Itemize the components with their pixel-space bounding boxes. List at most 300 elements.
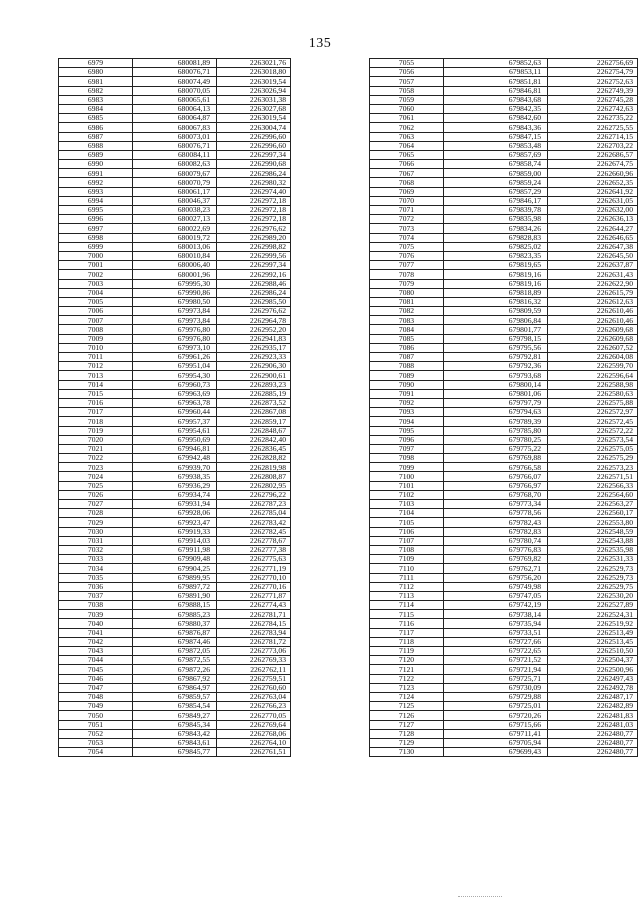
y-coordinate-cell: 2262660,96 [548,169,638,178]
x-coordinate-cell: 679911,98 [133,545,217,554]
point-number-cell: 7078 [370,270,444,279]
x-coordinate-cell: 679762,71 [444,564,548,573]
point-number-cell: 7024 [59,472,133,481]
table-row [370,215,638,224]
y-coordinate-cell: 2262571,51 [548,472,638,481]
y-coordinate-cell: 2262766,23 [217,702,291,711]
table-row [370,270,638,279]
table-row [59,279,291,288]
table-row [370,353,638,362]
table-row [370,77,638,86]
table-row [370,196,638,205]
y-coordinate-cell: 2262560,17 [548,509,638,518]
point-number-cell: 7096 [370,435,444,444]
x-coordinate-cell: 679854,54 [133,702,217,711]
y-coordinate-cell: 2262573,23 [548,463,638,472]
table-row [59,601,291,610]
x-coordinate-cell: 679834,26 [444,224,548,233]
x-coordinate-cell: 679914,03 [133,536,217,545]
table-row [370,738,638,747]
point-number-cell: 7071 [370,206,444,215]
x-coordinate-cell: 679794,63 [444,408,548,417]
table-row [59,628,291,637]
x-coordinate-cell: 680082,63 [133,160,217,169]
table-row [370,389,638,398]
point-number-cell: 7041 [59,628,133,637]
y-coordinate-cell: 2262610,46 [548,316,638,325]
point-number-cell: 7002 [59,270,133,279]
table-row [59,417,291,426]
y-coordinate-cell: 2262996,60 [217,132,291,141]
x-coordinate-cell: 680065,61 [133,95,217,104]
y-coordinate-cell: 2262763,04 [217,692,291,701]
point-number-cell: 6994 [59,196,133,205]
point-number-cell: 7106 [370,527,444,536]
table-row [370,564,638,573]
x-coordinate-cell: 679730,09 [444,683,548,692]
y-coordinate-cell: 2262529,73 [548,573,638,582]
x-coordinate-cell: 679801,77 [444,325,548,334]
y-coordinate-cell: 2262976,62 [217,307,291,316]
point-number-cell: 7013 [59,371,133,380]
y-coordinate-cell: 2262784,15 [217,619,291,628]
point-number-cell: 7081 [370,297,444,306]
point-number-cell: 7092 [370,398,444,407]
table-row [59,261,291,270]
table-row [59,362,291,371]
y-coordinate-cell: 2262599,70 [548,362,638,371]
point-number-cell: 7006 [59,307,133,316]
table-row [59,95,291,104]
x-coordinate-cell: 679888,15 [133,601,217,610]
y-coordinate-cell: 2262481,83 [548,711,638,720]
y-coordinate-cell: 2262572,22 [548,426,638,435]
table-row [370,371,638,380]
table-row [370,398,638,407]
point-number-cell: 7070 [370,196,444,205]
x-coordinate-cell: 680061,17 [133,187,217,196]
table-row [59,132,291,141]
x-coordinate-cell: 679851,81 [444,77,548,86]
y-coordinate-cell: 2263019,54 [217,77,291,86]
x-coordinate-cell: 679793,68 [444,371,548,380]
table-row [370,297,638,306]
x-coordinate-cell: 679891,90 [133,591,217,600]
y-coordinate-cell: 2262759,51 [217,674,291,683]
y-coordinate-cell: 2262553,80 [548,518,638,527]
point-number-cell: 6999 [59,242,133,251]
point-number-cell: 7085 [370,334,444,343]
y-coordinate-cell: 2262535,98 [548,545,638,554]
point-number-cell: 7112 [370,582,444,591]
x-coordinate-cell: 679936,29 [133,481,217,490]
y-coordinate-cell: 2262976,62 [217,224,291,233]
point-number-cell: 7046 [59,674,133,683]
y-coordinate-cell: 2262923,33 [217,353,291,362]
y-coordinate-cell: 2262796,22 [217,490,291,499]
point-number-cell: 6991 [59,169,133,178]
y-coordinate-cell: 2263004,74 [217,123,291,132]
table-row [59,500,291,509]
point-number-cell: 7087 [370,353,444,362]
x-coordinate-cell: 679859,57 [133,692,217,701]
y-coordinate-cell: 2263027,68 [217,104,291,113]
point-number-cell: 7021 [59,444,133,453]
point-number-cell: 7107 [370,536,444,545]
x-coordinate-cell: 679846,81 [444,86,548,95]
table-row [59,555,291,564]
point-number-cell: 7032 [59,545,133,554]
table-row [370,104,638,113]
y-coordinate-cell: 2262998,82 [217,242,291,251]
point-number-cell: 7121 [370,665,444,674]
y-coordinate-cell: 2262935,17 [217,343,291,352]
point-number-cell: 7099 [370,463,444,472]
y-coordinate-cell: 2262686,57 [548,150,638,159]
point-number-cell: 7022 [59,454,133,463]
y-coordinate-cell: 2262548,59 [548,527,638,536]
point-number-cell: 7086 [370,343,444,352]
table-row [59,297,291,306]
y-coordinate-cell: 2262735,22 [548,114,638,123]
y-coordinate-cell: 2262529,73 [548,564,638,573]
x-coordinate-cell: 679809,59 [444,307,548,316]
x-coordinate-cell: 679778,56 [444,509,548,518]
y-coordinate-cell: 2262769,33 [217,656,291,665]
point-number-cell: 7000 [59,251,133,260]
table-row [59,564,291,573]
point-number-cell: 7068 [370,178,444,187]
point-number-cell: 7050 [59,711,133,720]
table-row [59,150,291,159]
table-row [370,86,638,95]
point-number-cell: 6985 [59,114,133,123]
point-number-cell: 7108 [370,545,444,554]
point-number-cell: 7113 [370,591,444,600]
x-coordinate-cell: 680022,69 [133,224,217,233]
table-row [59,711,291,720]
table-row [59,619,291,628]
table-row [370,490,638,499]
y-coordinate-cell: 2262764,10 [217,738,291,747]
point-number-cell: 6986 [59,123,133,132]
y-coordinate-cell: 2262645,50 [548,251,638,260]
y-coordinate-cell: 2262867,08 [217,408,291,417]
x-coordinate-cell: 679806,84 [444,316,548,325]
x-coordinate-cell: 679715,66 [444,720,548,729]
y-coordinate-cell: 2262986,24 [217,169,291,178]
point-number-cell: 7065 [370,150,444,159]
y-coordinate-cell: 2262631,05 [548,196,638,205]
x-coordinate-cell: 679919,33 [133,527,217,536]
table-row [59,637,291,646]
point-number-cell: 7011 [59,353,133,362]
point-number-cell: 7130 [370,748,444,757]
point-number-cell: 7056 [370,68,444,77]
table-row [59,141,291,150]
x-coordinate-cell: 679846,17 [444,196,548,205]
x-coordinate-cell: 679928,06 [133,509,217,518]
y-coordinate-cell: 2262480,77 [548,738,638,747]
x-coordinate-cell: 679880,37 [133,619,217,628]
table-row [59,325,291,334]
table-row [59,435,291,444]
table-row [59,68,291,77]
point-number-cell: 7051 [59,720,133,729]
point-number-cell: 7039 [59,610,133,619]
x-coordinate-cell: 680067,83 [133,123,217,132]
y-coordinate-cell: 2262769,64 [217,720,291,729]
x-coordinate-cell: 679727,66 [444,637,548,646]
table-row [59,77,291,86]
table-row [59,683,291,692]
point-number-cell: 7058 [370,86,444,95]
point-number-cell: 6993 [59,187,133,196]
y-coordinate-cell: 2262768,06 [217,729,291,738]
y-coordinate-cell: 2262770,05 [217,711,291,720]
table-row [59,169,291,178]
table-row [370,95,638,104]
x-coordinate-cell: 679957,37 [133,417,217,426]
y-coordinate-cell: 2262531,33 [548,555,638,564]
x-coordinate-cell: 680010,84 [133,251,217,260]
point-number-cell: 6998 [59,233,133,242]
point-number-cell: 7007 [59,316,133,325]
point-number-cell: 7047 [59,683,133,692]
point-number-cell: 7103 [370,500,444,509]
y-coordinate-cell: 2262632,00 [548,206,638,215]
y-coordinate-cell: 2262783,94 [217,628,291,637]
y-coordinate-cell: 2262749,39 [548,86,638,95]
x-coordinate-cell: 679785,80 [444,426,548,435]
y-coordinate-cell: 2263018,80 [217,68,291,77]
x-coordinate-cell: 680076,71 [133,141,217,150]
x-coordinate-cell: 679792,36 [444,362,548,371]
x-coordinate-cell: 679756,20 [444,573,548,582]
point-number-cell: 7104 [370,509,444,518]
table-row [370,408,638,417]
table-row [370,132,638,141]
y-coordinate-cell: 2262674,75 [548,160,638,169]
y-coordinate-cell: 2262906,30 [217,362,291,371]
table-row [59,334,291,343]
y-coordinate-cell: 2262972,18 [217,196,291,205]
table-row [370,325,638,334]
x-coordinate-cell: 679954,30 [133,371,217,380]
x-coordinate-cell: 679699,43 [444,748,548,757]
point-number-cell: 7094 [370,417,444,426]
table-row [59,104,291,113]
point-number-cell: 7063 [370,132,444,141]
point-number-cell: 7090 [370,380,444,389]
y-coordinate-cell: 2262641,92 [548,187,638,196]
x-coordinate-cell: 679843,42 [133,729,217,738]
table-row [370,206,638,215]
x-coordinate-cell: 679961,26 [133,353,217,362]
point-number-cell: 6979 [59,59,133,68]
y-coordinate-cell: 2262513,45 [548,637,638,646]
table-row [59,242,291,251]
x-coordinate-cell: 679776,83 [444,545,548,554]
table-row [370,573,638,582]
point-number-cell: 7129 [370,738,444,747]
table-row [59,729,291,738]
table-row [370,114,638,123]
x-coordinate-cell: 679976,80 [133,334,217,343]
x-coordinate-cell: 680076,71 [133,68,217,77]
table-row [59,206,291,215]
point-number-cell: 7109 [370,555,444,564]
x-coordinate-cell: 680046,37 [133,196,217,205]
x-coordinate-cell: 679798,15 [444,334,548,343]
x-coordinate-cell: 679766,97 [444,481,548,490]
table-row [370,307,638,316]
y-coordinate-cell: 2262575,29 [548,454,638,463]
table-row [59,178,291,187]
point-number-cell: 7064 [370,141,444,150]
table-row [59,454,291,463]
point-number-cell: 7001 [59,261,133,270]
point-number-cell: 7031 [59,536,133,545]
point-number-cell: 7023 [59,463,133,472]
y-coordinate-cell: 2262988,46 [217,279,291,288]
x-coordinate-cell: 679819,16 [444,279,548,288]
y-coordinate-cell: 2262773,06 [217,647,291,656]
y-coordinate-cell: 2262580,63 [548,389,638,398]
point-number-cell: 7066 [370,160,444,169]
y-coordinate-cell: 2262714,15 [548,132,638,141]
y-coordinate-cell: 2262481,03 [548,720,638,729]
point-number-cell: 7035 [59,573,133,582]
y-coordinate-cell: 2262647,38 [548,242,638,251]
table-row [59,215,291,224]
x-coordinate-cell: 679960,73 [133,380,217,389]
point-number-cell: 7027 [59,500,133,509]
y-coordinate-cell: 2262615,79 [548,288,638,297]
y-coordinate-cell: 2262529,75 [548,582,638,591]
x-coordinate-cell: 679782,43 [444,518,548,527]
table-row [370,444,638,453]
coordinates-table-left [58,58,291,757]
y-coordinate-cell: 2262819,98 [217,463,291,472]
table-row [59,270,291,279]
x-coordinate-cell: 679725,01 [444,702,548,711]
table-row [59,123,291,132]
x-coordinate-cell: 679946,81 [133,444,217,453]
y-coordinate-cell: 2262596,64 [548,371,638,380]
x-coordinate-cell: 679819,16 [444,270,548,279]
x-coordinate-cell: 679973,84 [133,316,217,325]
y-coordinate-cell: 2262497,43 [548,674,638,683]
table-row [370,435,638,444]
x-coordinate-cell: 679725,71 [444,674,548,683]
table-row [59,610,291,619]
x-coordinate-cell: 680038,23 [133,206,217,215]
x-coordinate-cell: 679960,44 [133,408,217,417]
table-row [59,674,291,683]
x-coordinate-cell: 679853,48 [444,141,548,150]
y-coordinate-cell: 2263026,94 [217,86,291,95]
y-coordinate-cell: 2262610,46 [548,307,638,316]
table-row [59,748,291,757]
y-coordinate-cell: 2262609,68 [548,325,638,334]
x-coordinate-cell: 680084,11 [133,150,217,159]
y-coordinate-cell: 2262575,05 [548,444,638,453]
x-coordinate-cell: 680006,40 [133,261,217,270]
table-row [370,555,638,564]
table-row [370,224,638,233]
y-coordinate-cell: 2262782,45 [217,527,291,536]
point-number-cell: 7062 [370,123,444,132]
point-number-cell: 7084 [370,325,444,334]
x-coordinate-cell: 679711,41 [444,729,548,738]
table-row [59,196,291,205]
table-row [370,242,638,251]
table-row [370,288,638,297]
y-coordinate-cell: 2262777,38 [217,545,291,554]
x-coordinate-cell: 679801,06 [444,389,548,398]
table-row [370,59,638,68]
point-number-cell: 6987 [59,132,133,141]
table-row [370,380,638,389]
x-coordinate-cell: 679782,83 [444,527,548,536]
y-coordinate-cell: 2262787,23 [217,500,291,509]
y-coordinate-cell: 2262859,17 [217,417,291,426]
y-coordinate-cell: 2262774,43 [217,601,291,610]
x-coordinate-cell: 679769,82 [444,555,548,564]
table-row [370,463,638,472]
y-coordinate-cell: 2262492,78 [548,683,638,692]
point-number-cell: 7076 [370,251,444,260]
point-number-cell: 7055 [370,59,444,68]
y-coordinate-cell: 2262725,55 [548,123,638,132]
y-coordinate-cell: 2263021,76 [217,59,291,68]
point-number-cell: 6980 [59,68,133,77]
point-number-cell: 7088 [370,362,444,371]
x-coordinate-cell: 679853,11 [444,68,548,77]
point-number-cell: 6989 [59,150,133,159]
x-coordinate-cell: 679872,05 [133,647,217,656]
y-coordinate-cell: 2262952,20 [217,325,291,334]
table-row [59,224,291,233]
x-coordinate-cell: 679872,55 [133,656,217,665]
y-coordinate-cell: 2262997,34 [217,150,291,159]
y-coordinate-cell: 2262770,10 [217,573,291,582]
point-number-cell: 7116 [370,619,444,628]
y-coordinate-cell: 2262964,78 [217,316,291,325]
point-number-cell: 7052 [59,729,133,738]
table-row [59,59,291,68]
y-coordinate-cell: 2262990,68 [217,160,291,169]
table-row [59,343,291,352]
x-coordinate-cell: 679857,69 [444,150,548,159]
table-row [59,472,291,481]
point-number-cell: 7126 [370,711,444,720]
table-row [59,371,291,380]
y-coordinate-cell: 2262828,82 [217,454,291,463]
table-row [370,656,638,665]
table-row [370,683,638,692]
table-row [370,160,638,169]
x-coordinate-cell: 680019,72 [133,233,217,242]
x-coordinate-cell: 679721,94 [444,665,548,674]
y-coordinate-cell: 2262802,95 [217,481,291,490]
y-coordinate-cell: 2262612,63 [548,297,638,306]
y-coordinate-cell: 2262785,04 [217,509,291,518]
point-number-cell: 7045 [59,665,133,674]
x-coordinate-cell: 679722,65 [444,647,548,656]
table-row [370,417,638,426]
